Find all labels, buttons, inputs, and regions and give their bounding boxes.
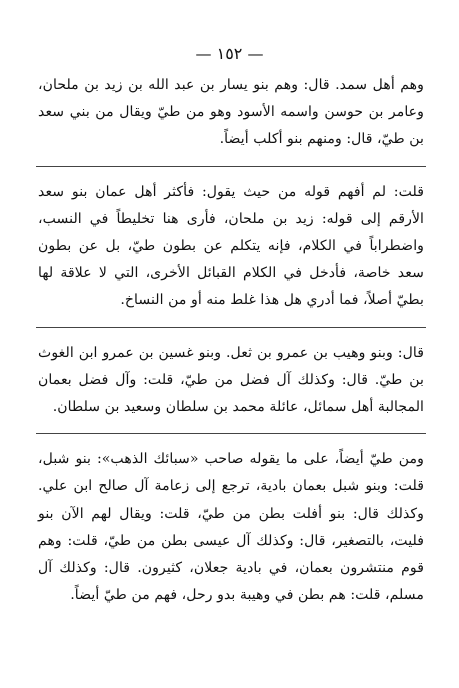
paragraph-4: ومن طيّ أيضاً، على ما يقوله صاحب «سبائك الذهب»: بنو شبل، قلت: وبنو شبل بعمان بادية، ترجع إلى زعامة آل صالح ابن علي. وكذلك قال: بنو أفلت بطن من طيّ، قلت: ويقال لهم الآن بنو فليت، بالتصغير، قال: وكذلك آل عيسى بطن من طيّ، قلت: وهم قوم منتشرون بعمان، في بادية جعلان، كثيرون. قال: وكذلك آل مسلم، قلت: هم بطن في وهيبة بدو رحل، فهم من طيّ أيضاً.	[38, 451, 424, 604]
paragraph-3: قال: وبنو وهيب بن عمرو بن ثعل. وبنو غسين بن عمرو ابن الغوث بن طيّ. قال: وكذلك آل فضل من طيّ، قلت: وآل فضل بعمان المجالبة أهل سمائل، عائلة محمد بن سلطان وسعيد بن سلطان.	[38, 344, 424, 416]
paragraph-2: قلت: لم أفهم قوله من حيث يقول: فأكثر أهل عمان بنو سعد الأرقم إلى قوله: زيد بن ملحان، فأرى هنا تخليطاً في النسب، واضطراباً في الكلام، فإنه يتكلم عن بطون طيّ، بل عن بطون سعد خاصة، فأدخل في الكلام القبائل الأخرى، التي لا علاقة لها بطيّ أصلاً، فما أدري هل هذا غلط منه أو من النساخ.	[38, 183, 424, 309]
paragraph-1: وهم أهل سمد. قال: وهم بنو يسار بن عبد الله بن زيد بن ملحان، وعامر بن حوسن واسمه الأسود وهو من طيّ ويقال من بني سعد بن طيّ، قال: ومنهم بنو أكلب أيضاً.	[38, 77, 424, 148]
paragraph-divider	[36, 327, 426, 328]
page-body	[38, 72, 424, 609]
paragraph-divider	[36, 166, 426, 167]
page-number: — ١٥٢ —	[195, 44, 264, 63]
paragraph-divider	[36, 433, 426, 434]
